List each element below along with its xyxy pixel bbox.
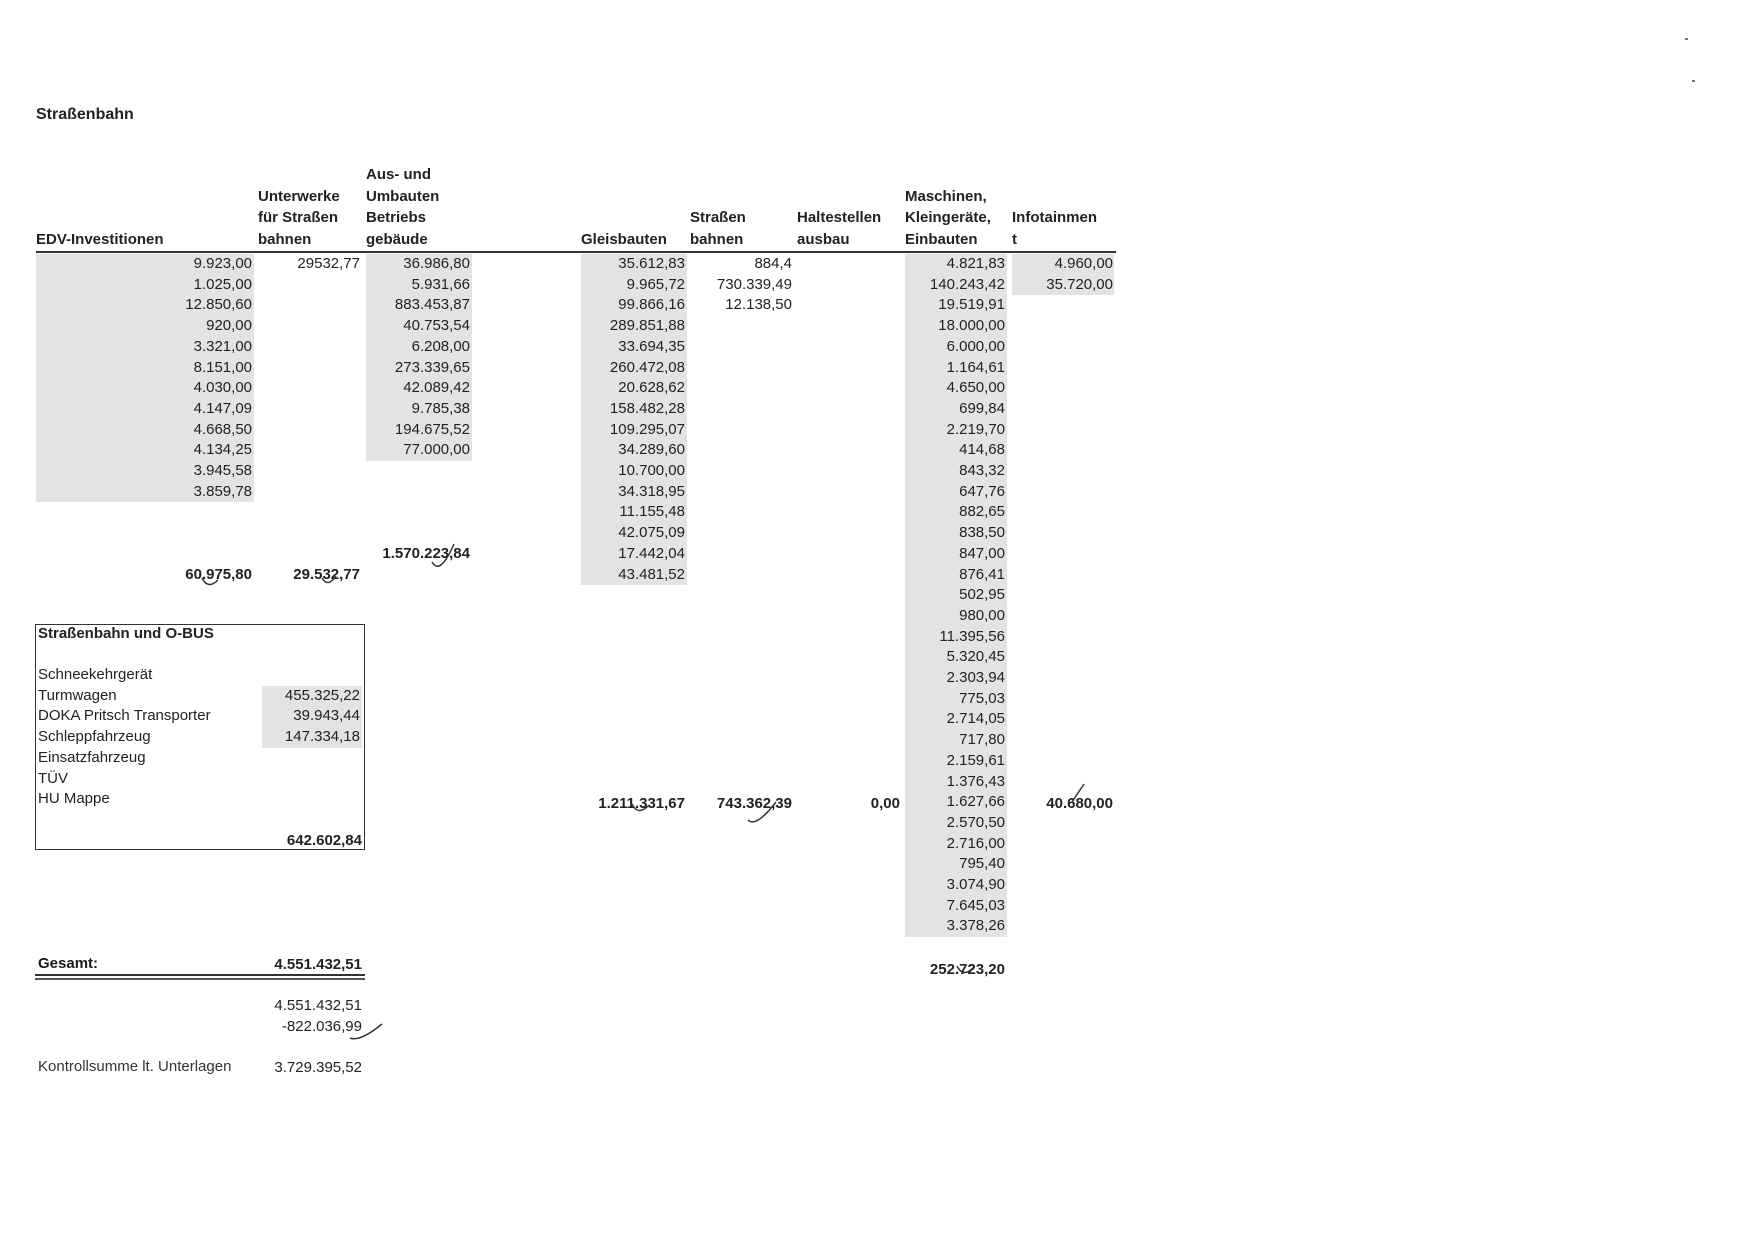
- table-cell: 920,00: [206, 317, 252, 335]
- table-cell: 414,68: [959, 441, 1005, 459]
- table-cell: 3.321,00: [193, 337, 252, 355]
- table-cell: 109.295,07: [609, 420, 685, 438]
- table-cell: 2.219,70: [946, 420, 1005, 438]
- column-total: 0,00: [870, 795, 900, 813]
- box-item-label: Turmwagen: [38, 686, 117, 704]
- table-cell: 980,00: [959, 606, 1005, 624]
- table-cell: 882,65: [959, 503, 1005, 521]
- box-item-label: HU Mappe: [38, 790, 110, 808]
- calc-line-1: 4.551.432,51: [274, 997, 362, 1014]
- box-item-value: 39.943,44: [293, 707, 360, 725]
- table-cell: 5.320,45: [946, 648, 1005, 666]
- column-total: 1.570.223,84: [382, 544, 470, 562]
- table-cell: 36.986,80: [403, 255, 470, 272]
- column-header: Einbauten: [905, 230, 978, 248]
- table-cell: 5.931,66: [411, 275, 470, 293]
- column-header: ausbau: [797, 230, 850, 248]
- table-cell: 11.395,56: [939, 627, 1005, 645]
- table-cell: 33.694,35: [618, 337, 685, 355]
- check-mark-icon: [957, 966, 973, 973]
- table-cell: 29532,77: [297, 255, 360, 272]
- table-cell: 795,40: [959, 855, 1005, 873]
- table-cell: 7.645,03: [946, 896, 1005, 914]
- column-header: gebäude: [366, 230, 428, 248]
- table-cell: 19.519,91: [938, 296, 1005, 314]
- table-cell: 847,00: [959, 544, 1005, 562]
- scan-speck: [1685, 38, 1688, 40]
- column-total: 1.211.331,67: [598, 795, 685, 813]
- check-mark-icon: [1072, 784, 1084, 802]
- table-cell: 34.289,60: [618, 441, 685, 459]
- table-cell: 876,41: [959, 565, 1005, 583]
- table-cell: 194.675,52: [394, 420, 470, 438]
- table-cell: 717,80: [959, 731, 1005, 749]
- column-total: 743.362,39: [716, 795, 792, 813]
- column-header: bahnen: [258, 230, 312, 248]
- table-cell: 9.923,00: [193, 255, 252, 272]
- table-cell: 17.442,04: [618, 544, 685, 562]
- table-cell: 2.714,05: [946, 710, 1005, 728]
- table-cell: 4.668,50: [193, 420, 252, 438]
- column-total: 40.680,00: [1046, 795, 1113, 813]
- table-cell: 1.627,66: [946, 793, 1005, 811]
- table-cell: 647,76: [959, 482, 1005, 500]
- column-header: Betriebs: [366, 209, 427, 226]
- table-cell: 2.570,50: [946, 813, 1005, 831]
- table-cell: 699,84: [959, 399, 1005, 417]
- page-title: Straßenbahn: [36, 106, 134, 123]
- column-header: Aus- und: [366, 166, 431, 183]
- table-cell: 730.339,49: [716, 275, 792, 293]
- table-cell: 3.074,90: [946, 876, 1005, 893]
- column-total: 252.723,20: [929, 960, 1005, 978]
- column-total: 60.975,80: [185, 565, 252, 583]
- column-total: 29.532,77: [293, 565, 360, 583]
- column-header: t: [1012, 230, 1017, 248]
- box-item-label: TÜV: [38, 769, 68, 787]
- column-header: Haltestellen: [797, 209, 882, 226]
- table-cell: 40.753,54: [403, 317, 470, 335]
- table-cell: 18.000,00: [938, 317, 1005, 335]
- table-cell: 6.208,00: [411, 337, 470, 355]
- table-cell: 775,03: [959, 689, 1005, 707]
- table-cell: 4.960,00: [1054, 255, 1113, 272]
- table-cell: 3.945,58: [193, 462, 252, 479]
- table-cell: 502,95: [959, 586, 1005, 604]
- column-header: Infotainmen: [1012, 209, 1097, 226]
- table-cell: 273.339,65: [394, 358, 470, 376]
- table-cell: 884,4: [754, 255, 792, 272]
- table-cell: 9.785,38: [411, 399, 470, 417]
- table-cell: 10.700,00: [618, 462, 685, 479]
- table-cell: 99.866,16: [618, 296, 685, 314]
- column-header: Kleingeräte,: [905, 209, 991, 226]
- table-cell: 12.850,60: [185, 296, 252, 314]
- table-cell: 1.025,00: [193, 275, 252, 293]
- table-cell: 3.378,26: [946, 917, 1005, 935]
- column-header: Straßen: [690, 209, 746, 226]
- column-header: Gleisbauten: [581, 230, 667, 248]
- check-mark-icon: [322, 576, 336, 583]
- box-item-label: Einsatzfahrzeug: [38, 748, 146, 766]
- column-header: Maschinen,: [905, 187, 987, 205]
- check-mark-icon: [632, 804, 648, 811]
- box-item-label: Schneekehrgerät: [38, 666, 153, 683]
- table-cell: 35.720,00: [1046, 275, 1113, 293]
- table-cell: 883.453,87: [394, 296, 470, 314]
- table-cell: 2.716,00: [946, 834, 1005, 852]
- table-cell: 4.821,83: [946, 255, 1005, 272]
- gesamt-value: 4.551.432,51: [274, 956, 362, 973]
- check-mark-icon: [432, 544, 454, 566]
- table-cell: 843,32: [959, 462, 1005, 479]
- table-cell: 4.030,00: [193, 379, 252, 397]
- box-item-label: Schleppfahrzeug: [38, 728, 151, 746]
- table-cell: 260.472,08: [609, 358, 685, 376]
- check-mark-icon: [748, 802, 776, 822]
- table-cell: 1.164,61: [946, 358, 1005, 376]
- check-mark-icon: [350, 1024, 382, 1039]
- table-cell: 289.851,88: [609, 317, 685, 335]
- table-cell: 4.147,09: [193, 399, 252, 417]
- column-header: Umbauten: [366, 187, 440, 205]
- table-cell: 2.159,61: [946, 751, 1005, 769]
- table-cell: 8.151,00: [193, 358, 252, 376]
- box-title: Straßenbahn und O-BUS: [38, 625, 214, 642]
- table-cell: 158.482,28: [609, 399, 685, 417]
- calc-line-2: -822.036,99: [281, 1018, 362, 1035]
- column-header: EDV-Investitionen: [36, 230, 164, 248]
- table-cell: 1.376,43: [946, 772, 1005, 790]
- gesamt-label: Gesamt:: [38, 955, 99, 972]
- table-cell: 43.481,52: [618, 565, 685, 583]
- scan-speck: [1692, 80, 1695, 82]
- table-cell: 4.650,00: [946, 379, 1005, 397]
- table-cell: 34.318,95: [618, 482, 685, 500]
- table-cell: 140.243,42: [929, 275, 1005, 293]
- box-item-value: 455.325,22: [284, 686, 360, 704]
- kontrolle-label: Kontrollsumme lt. Unterlagen: [38, 1058, 232, 1075]
- table-cell: 11.155,48: [619, 503, 685, 521]
- table-cell: 4.134,25: [193, 441, 252, 459]
- box-item-value: 147.334,18: [284, 728, 360, 746]
- table-cell: 838,50: [959, 524, 1005, 542]
- column-header: Unterwerke: [258, 187, 340, 205]
- column-header: bahnen: [690, 230, 744, 248]
- table-cell: 20.628,62: [618, 379, 685, 397]
- table-cell: 6.000,00: [946, 337, 1005, 355]
- column-header: für Straßen: [258, 209, 339, 226]
- table-cell: 42.089,42: [403, 379, 470, 397]
- table-cell: 77.000,00: [403, 441, 470, 459]
- kontrolle-value: 3.729.395,52: [274, 1059, 362, 1076]
- table-cell: 35.612,83: [618, 255, 685, 272]
- table-cell: 12.138,50: [725, 296, 792, 314]
- box-item-label: DOKA Pritsch Transporter: [38, 707, 211, 725]
- box-total: 642.602,84: [286, 832, 362, 849]
- table-cell: 42.075,09: [618, 524, 685, 542]
- table-cell: 9.965,72: [626, 275, 685, 293]
- check-mark-icon: [202, 578, 218, 585]
- table-cell: 2.303,94: [946, 669, 1005, 686]
- table-cell: 3.859,78: [193, 482, 252, 500]
